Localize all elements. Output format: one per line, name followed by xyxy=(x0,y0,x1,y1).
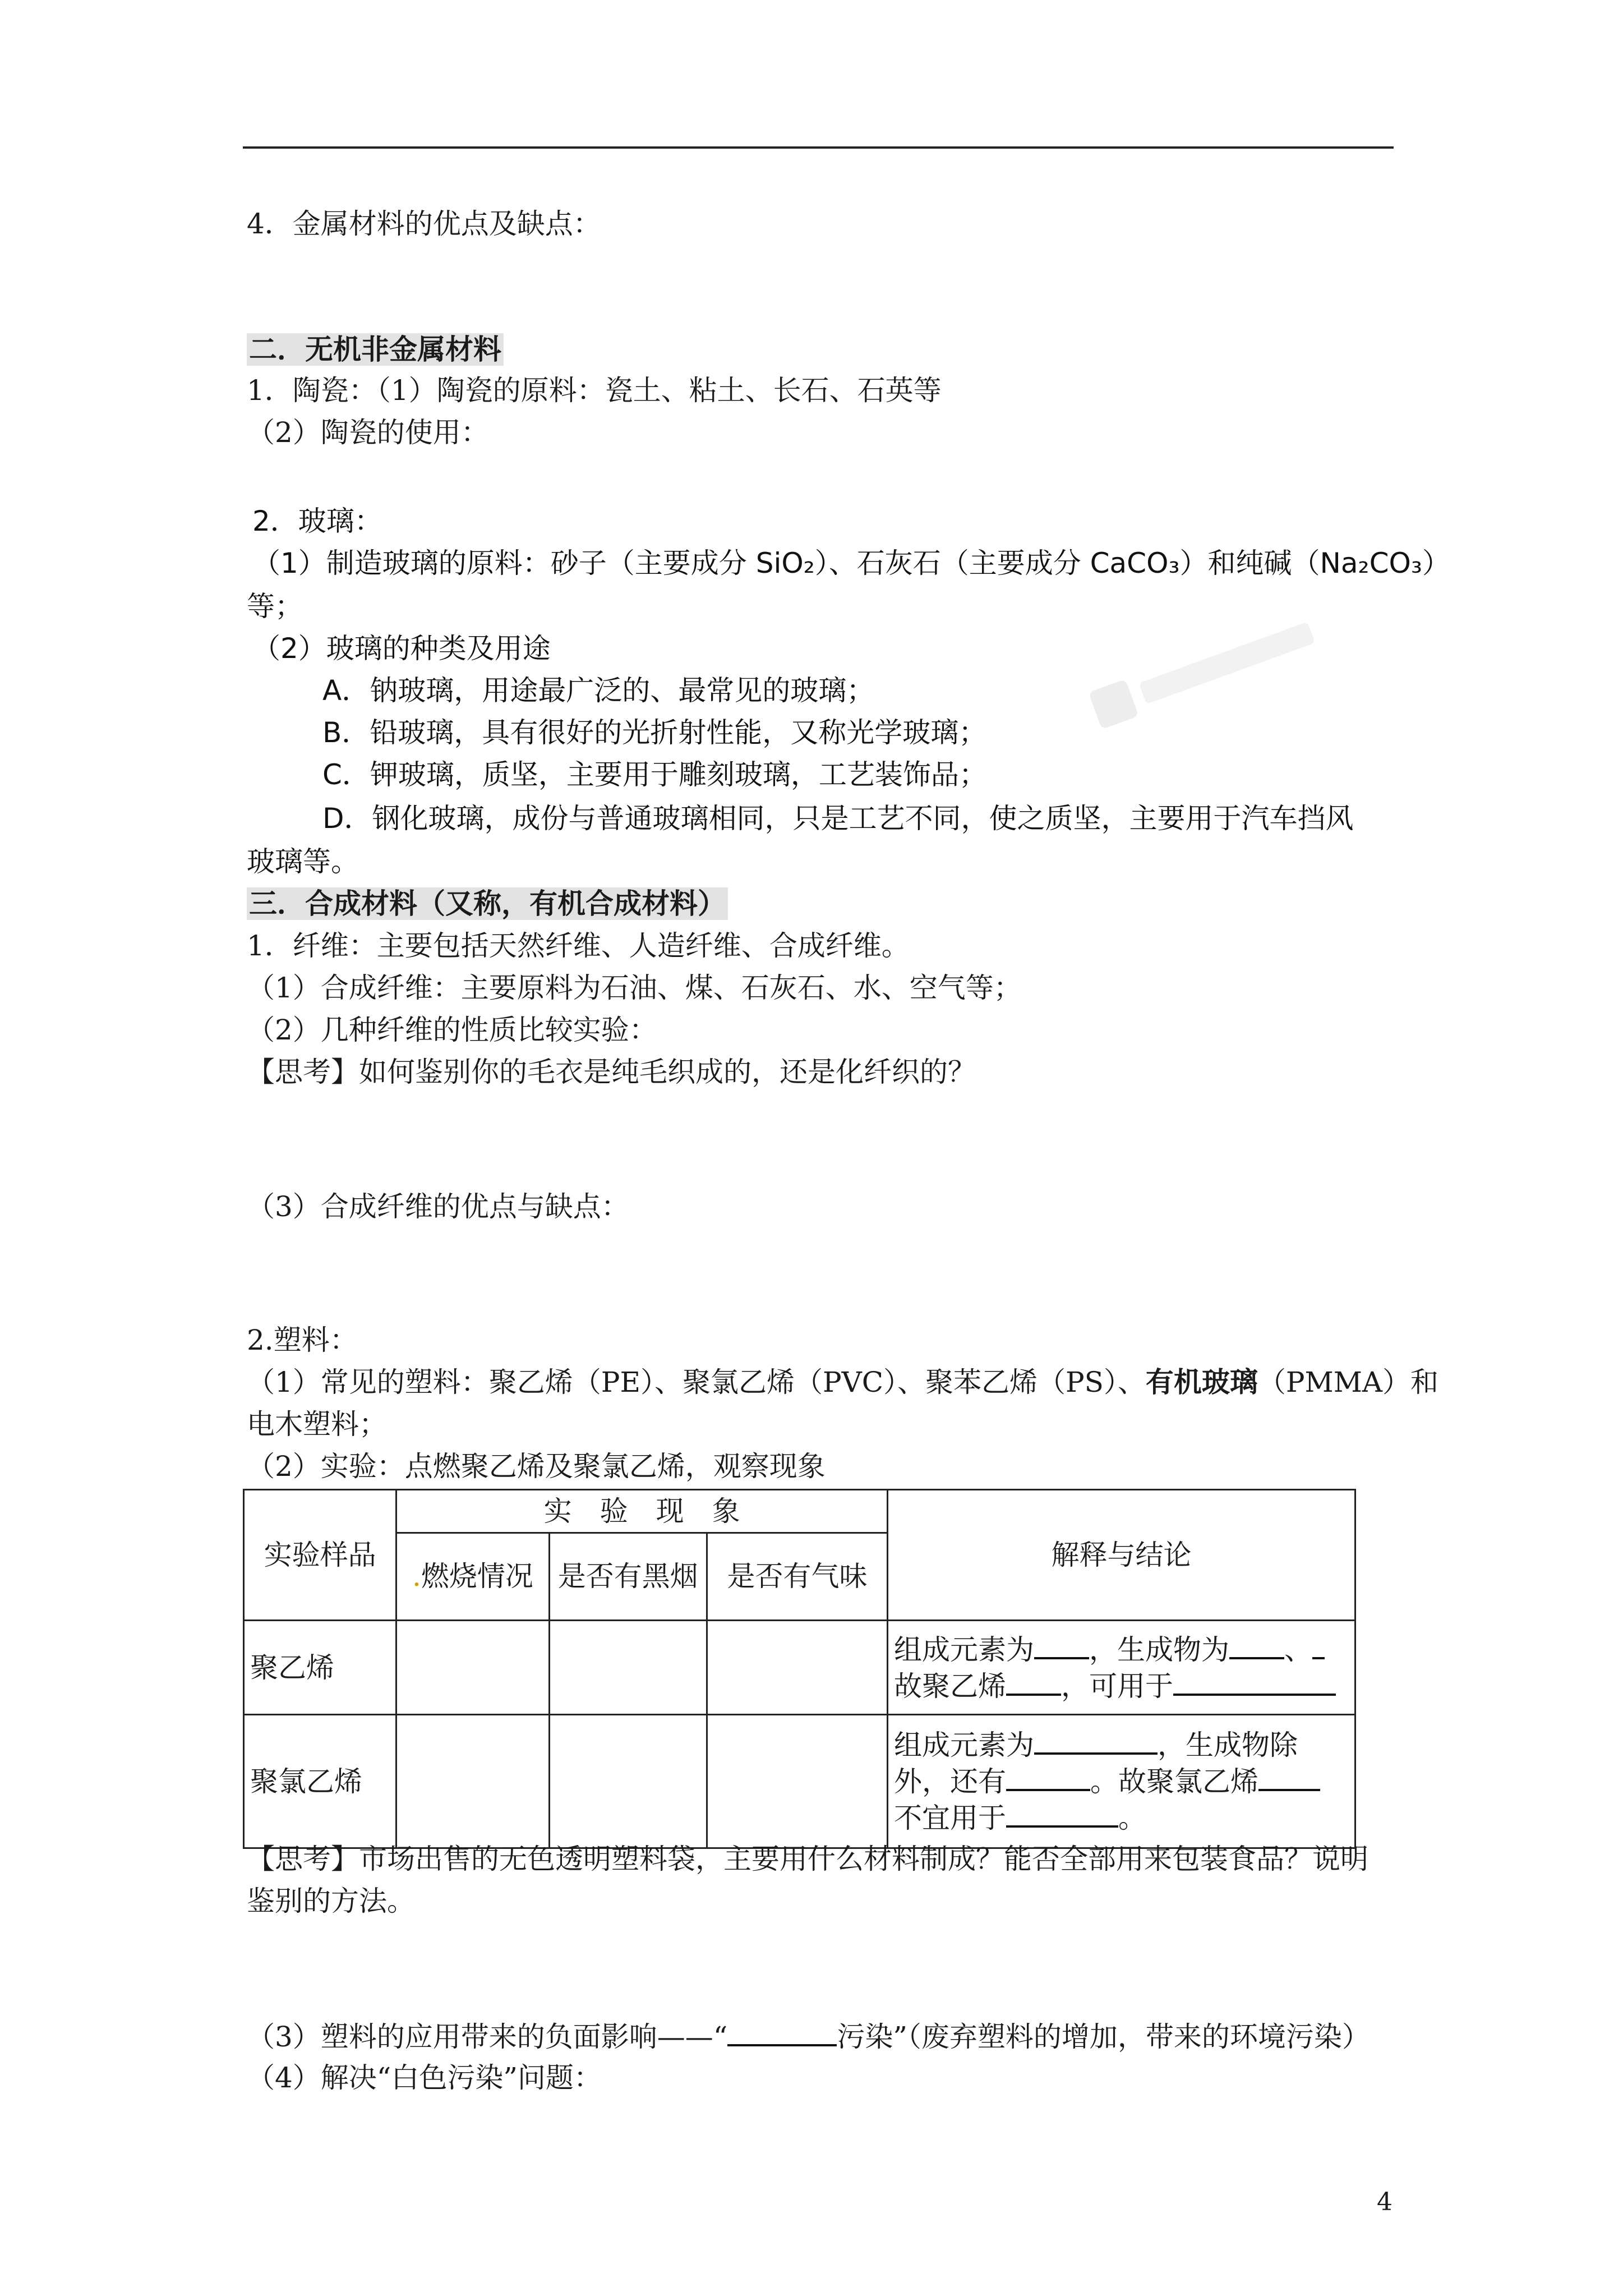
glass-line-2: （2）玻璃的种类及用途 xyxy=(252,632,551,665)
plastic-line-1a-bold: 有机玻璃 xyxy=(1145,1365,1258,1398)
fill-blank[interactable] xyxy=(1229,1631,1284,1659)
mark-dot: . xyxy=(412,1560,421,1593)
row1-smell-cell xyxy=(707,1621,887,1715)
section-4-heading: 4．金属材料的优点及缺点： xyxy=(247,208,601,240)
table-row xyxy=(244,1621,1355,1715)
row1-text-c: 、 xyxy=(1284,1633,1313,1666)
plastic-line-3-post: 污染”（废弃塑料的增加，带来的环境污染） xyxy=(837,2021,1370,2053)
section-2-title-text: 二．无机非金属材料 xyxy=(247,333,504,366)
row1-text-d: 故聚乙烯 xyxy=(894,1669,1007,1703)
glass-type-b: B．铅玻璃，具有很好的光折射性能，又称光学玻璃； xyxy=(322,716,987,749)
watermark-logo xyxy=(1066,595,1380,740)
plastic-line-3 xyxy=(247,2018,1370,2054)
glass-type-d-line-1: D．钢化玻璃，成份与普通玻璃相同，只是工艺不同，使之质坚，主要用于汽车挡风 xyxy=(322,802,1354,835)
think-question-1: 【思考】如何鉴别你的毛衣是纯毛织成的，还是化纤织的？ xyxy=(247,1056,976,1088)
fill-blank[interactable] xyxy=(1034,1727,1158,1755)
plastic-line-1a-pre: （1）常见的塑料：聚乙烯（PE）、聚氯乙烯（PVC）、聚苯乙烯（PS）、 xyxy=(247,1366,1146,1398)
plastic-line-1a xyxy=(247,1365,1438,1400)
fiber-line-2: （1）合成纤维：主要原料为石油、煤、石灰石、水、空气等； xyxy=(247,972,1022,1004)
row2-text-c: 外，还有 xyxy=(894,1765,1007,1798)
plastic-line-2: （2）实验：点燃聚乙烯及聚氯乙烯，观察现象 xyxy=(247,1450,826,1483)
fill-blank[interactable] xyxy=(1034,1631,1089,1659)
fiber-line-4: （3）合成纤维的优点与缺点： xyxy=(247,1190,629,1223)
table-header-row-1 xyxy=(244,1490,1355,1533)
header-burn-cell xyxy=(396,1533,549,1620)
fiber-line-1: 1．纤维：主要包括天然纤维、人造纤维、合成纤维。 xyxy=(247,930,910,962)
row2-text-d: 。故聚氯乙烯 xyxy=(1090,1765,1259,1798)
row2-text-e: 不宜用于 xyxy=(894,1802,1007,1834)
plastic-line-4: （4）解决“白色污染”问题： xyxy=(247,2062,602,2094)
fiber-line-3: （2）几种纤维的性质比较实验： xyxy=(247,1014,657,1046)
plastic-line-1b: 电木塑料； xyxy=(247,1408,387,1441)
header-phenomenon: 实 验 现 象 xyxy=(396,1490,888,1533)
fill-blank[interactable] xyxy=(1006,1763,1090,1791)
glass-type-d-line-2: 玻璃等。 xyxy=(247,845,359,878)
row2-smoke-cell xyxy=(549,1715,707,1848)
fill-blank[interactable] xyxy=(1312,1631,1325,1659)
row2-text-a: 组成元素为 xyxy=(894,1729,1035,1761)
row2-sample: 聚氯乙烯 xyxy=(244,1715,396,1848)
fill-blank[interactable] xyxy=(1258,1763,1320,1791)
table-row xyxy=(244,1715,1355,1848)
plastic-line-3-pre: （3）塑料的应用带来的负面影响——“ xyxy=(247,2021,728,2053)
row2-smell-cell xyxy=(707,1715,887,1848)
header-smoke: 是否有黑烟 xyxy=(549,1533,707,1620)
header-sample: 实验样品 xyxy=(244,1490,396,1621)
plastic-line-1a-post: （PMMA）和 xyxy=(1257,1366,1439,1398)
section-3-title-text: 三．合成材料（又称，有机合成材料） xyxy=(247,887,728,920)
header-burn: 燃烧情况 xyxy=(421,1560,533,1593)
row1-conclusion xyxy=(888,1621,1355,1715)
header-smell: 是否有气味 xyxy=(707,1533,887,1620)
row2-conclusion xyxy=(888,1715,1355,1848)
glass-line-1a: （1）制造玻璃的原料：砂子（主要成分 SiO₂）、石灰石（主要成分 CaCO₃）和纯碱（Na₂CO₃） xyxy=(252,547,1450,579)
glass-type-a: A．钠玻璃，用途最广泛的、最常见的玻璃； xyxy=(322,674,875,707)
glass-title: 2．玻璃： xyxy=(252,505,382,537)
row1-text-e: ，可用于 xyxy=(1061,1669,1174,1703)
ceramic-line-2: （2）陶瓷的使用： xyxy=(247,416,489,449)
row2-text-b: ，生成物除 xyxy=(1158,1729,1298,1761)
page-number: 4 xyxy=(1377,2188,1393,2216)
fill-blank[interactable] xyxy=(1006,1800,1118,1828)
glass-line-1b: 等； xyxy=(247,590,303,623)
section-3-title xyxy=(247,886,728,921)
header-conclusion: 解释与结论 xyxy=(888,1490,1355,1621)
think-question-2-line-2: 鉴别的方法。 xyxy=(247,1885,415,1917)
fill-blank[interactable] xyxy=(727,2018,837,2046)
row1-burn-cell xyxy=(396,1621,549,1715)
plastic-title: 2.塑料： xyxy=(247,1324,358,1356)
experiment-table xyxy=(243,1489,1356,1849)
think-question-2-line-1: 【思考】市场出售的无色透明塑料袋，主要用什么材料制成？能否全部用来包装食品？说明 xyxy=(247,1843,1368,1875)
row1-text-b: ，生成物为 xyxy=(1089,1633,1230,1666)
row2-text-f: 。 xyxy=(1118,1802,1147,1834)
row1-smoke-cell xyxy=(549,1621,707,1715)
fill-blank[interactable] xyxy=(1173,1668,1336,1696)
row1-text-a: 组成元素为 xyxy=(894,1633,1035,1666)
header-rule xyxy=(243,146,1394,149)
section-2-title xyxy=(247,332,504,367)
row1-sample: 聚乙烯 xyxy=(244,1621,396,1715)
glass-type-c: C．钾玻璃，质坚，主要用于雕刻玻璃，工艺装饰品； xyxy=(322,758,987,791)
row2-burn-cell xyxy=(396,1715,549,1848)
fill-blank[interactable] xyxy=(1006,1668,1061,1696)
ceramic-line-1: 1．陶瓷：（1）陶瓷的原料：瓷土、粘土、长石、石英等 xyxy=(247,374,942,407)
